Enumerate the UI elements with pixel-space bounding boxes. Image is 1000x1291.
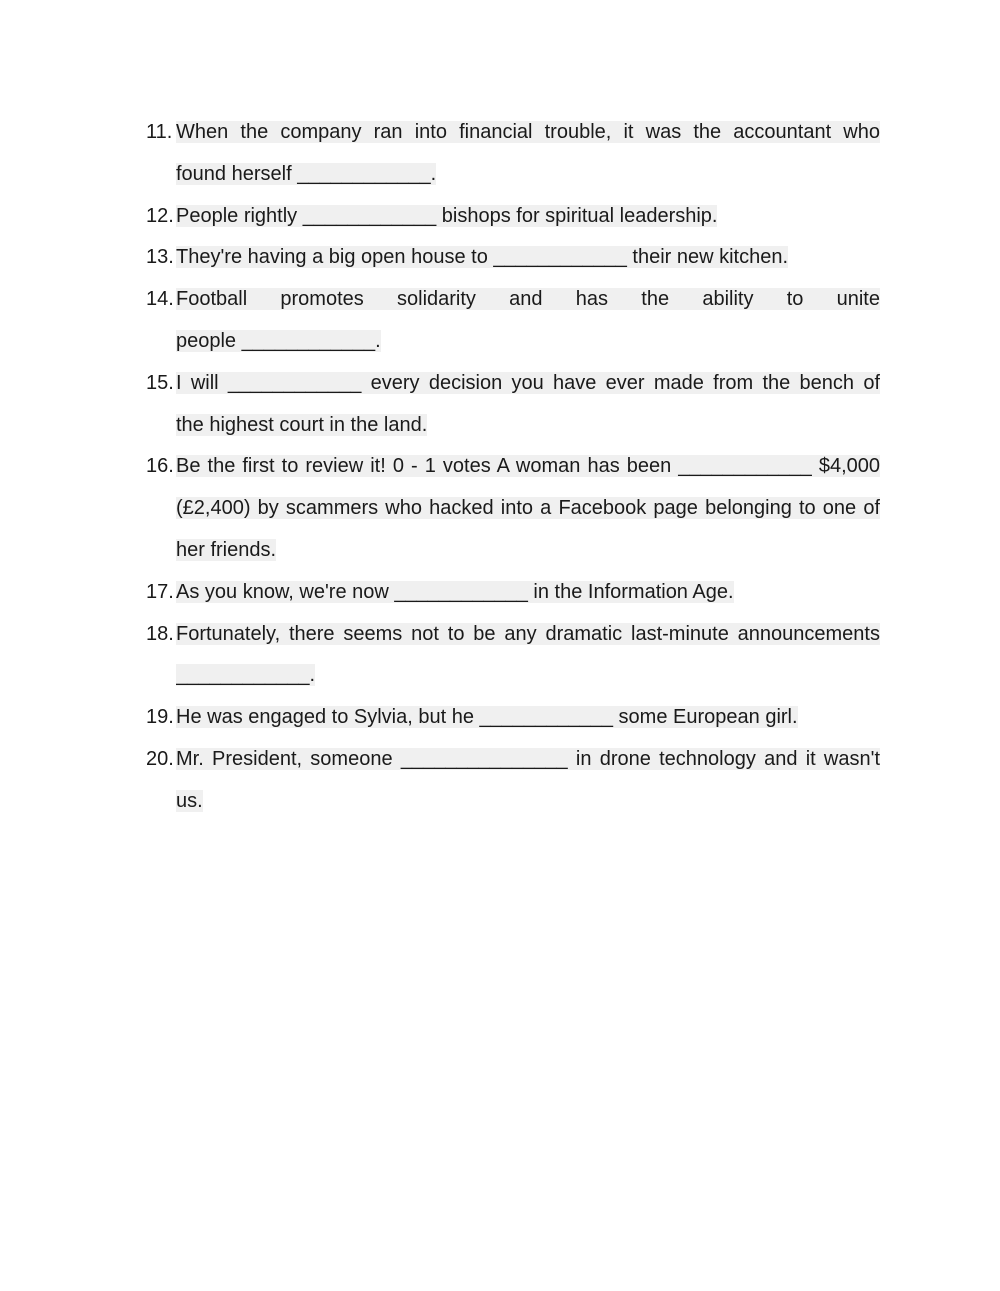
question-text: He was engaged to Sylvia, but he ____________ some European girl. xyxy=(176,706,798,729)
question-list xyxy=(146,112,880,823)
question-line xyxy=(176,279,880,321)
question-text: When the company ran into financial trouble, it was the accountant who xyxy=(176,121,880,143)
question-line xyxy=(176,530,880,572)
question-line xyxy=(176,196,880,238)
question-number: 14. xyxy=(146,288,174,311)
question-text: (£2,400) by scammers who hacked into a Facebook page belonging to one of xyxy=(176,497,880,520)
question-text: People rightly ____________ bishops for spiritual leadership. xyxy=(176,204,718,227)
question-line xyxy=(176,112,880,154)
question-line xyxy=(176,405,880,447)
question-item xyxy=(146,572,880,614)
question-number: 17. xyxy=(146,580,174,603)
question-line xyxy=(176,237,880,279)
question-line xyxy=(176,154,880,196)
question-line xyxy=(176,321,880,363)
question-line xyxy=(176,488,880,530)
question-line xyxy=(176,614,880,656)
question-text: As you know, we're now ____________ in the Information Age. xyxy=(176,580,734,603)
question-number: 20. xyxy=(146,747,174,770)
question-item xyxy=(146,112,880,196)
question-number: 19. xyxy=(146,706,174,729)
question-line xyxy=(176,739,880,781)
question-item xyxy=(146,363,880,447)
question-line xyxy=(176,446,880,488)
question-text: Mr. President, someone _______________ in drone technology and it wasn't xyxy=(176,747,880,770)
question-item xyxy=(146,237,880,279)
question-item xyxy=(146,614,880,698)
question-text: They're having a big open house to ____________ their new kitchen. xyxy=(176,246,789,269)
question-item xyxy=(146,739,880,823)
question-line xyxy=(176,781,880,823)
question-line xyxy=(176,697,880,739)
question-item xyxy=(146,196,880,238)
question-text: I will ____________ every decision you have ever made from the bench of xyxy=(176,371,880,394)
question-text: Fortunately, there seems not to be any dramatic last-minute announcements xyxy=(176,622,880,645)
question-text: us. xyxy=(176,789,203,812)
question-number: 11. xyxy=(146,121,173,143)
question-item xyxy=(146,697,880,739)
question-number: 18. xyxy=(146,622,174,645)
question-line xyxy=(176,572,880,614)
question-item xyxy=(146,446,880,571)
question-text: Football promotes solidarity and has the ability to unite xyxy=(176,288,880,311)
question-text: people ____________. xyxy=(176,329,381,352)
question-number: 13. xyxy=(146,246,174,269)
question-number: 15. xyxy=(146,371,174,394)
question-number: 16. xyxy=(146,455,174,478)
question-number: 12. xyxy=(146,204,174,227)
question-text: her friends. xyxy=(176,538,277,561)
question-item xyxy=(146,279,880,363)
question-text: ____________. xyxy=(176,664,316,687)
question-line xyxy=(176,363,880,405)
question-text: found herself ____________. xyxy=(176,162,437,185)
question-text: Be the first to review it! 0 - 1 votes A woman has been ____________ $4,000 xyxy=(176,455,880,478)
question-text: the highest court in the land. xyxy=(176,413,428,436)
question-line xyxy=(176,655,880,697)
